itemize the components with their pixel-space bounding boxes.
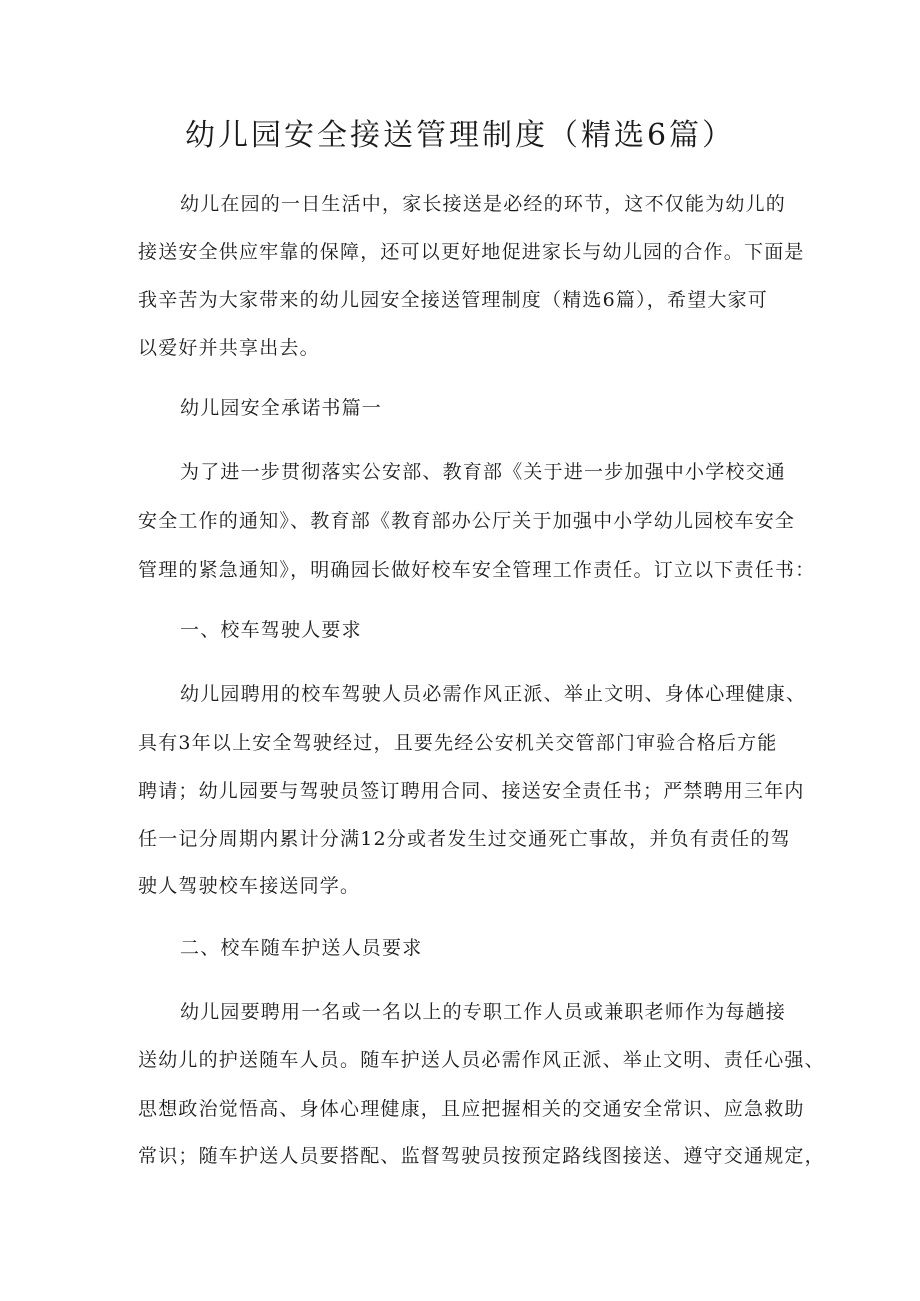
heading-escort-requirements: 二、校车随车护送人员要求 <box>180 937 423 959</box>
escort-para-line-4: 常识；随车护送人员要搭配、监督驾驶员按预定路线图接送、遵守交通规定， <box>138 1145 825 1167</box>
intro-line-1: 幼儿在园的一日生活中，家长接送是必经的环节，这不仅能为幼儿的 <box>180 193 787 215</box>
document-title: 幼儿园安全接送管理制度（精选6篇） <box>184 118 736 153</box>
escort-para-line-2: 送幼儿的护送随车人员。随车护送人员必需作风正派、举止文明、责任心强、 <box>138 1049 825 1071</box>
escort-para-line-3: 思想政治觉悟高、身体心理健康，且应把握相关的交通安全常识、应急救助 <box>138 1098 805 1120</box>
escort-para-line-1: 幼儿园要聘用一名或一名以上的专职工作人员或兼职老师作为每趟接 <box>180 1001 787 1023</box>
section-para-line-3: 管理的紧急通知》，明确园长做好校车安全管理工作责任。订立以下责任书： <box>138 559 816 581</box>
section-heading: 幼儿园安全承诺书篇一 <box>180 397 383 419</box>
driver-para-line-1: 幼儿园聘用的校车驾驶人员必需作风正派、举止文明、身体心理健康、 <box>180 683 807 705</box>
intro-line-2: 接送安全供应牢靠的保障，还可以更好地促进家长与幼儿园的合作。下面是 <box>138 241 805 263</box>
intro-line-4: 以爱好并共享出去。 <box>138 337 320 359</box>
section-para-line-1: 为了进一步贯彻落实公安部、教育部《关于进一步加强中小学校交通 <box>180 461 787 483</box>
driver-para-line-2: 具有3年以上安全驾驶经过，且要先经公安机关交管部门审验合格后方能 <box>138 732 778 754</box>
driver-para-line-4: 任一记分周期内累计分满12分或者发生过交通死亡事故，并负有责任的驾 <box>138 828 791 850</box>
heading-driver-requirements: 一、校车驾驶人要求 <box>180 619 362 641</box>
section-para-line-2: 安全工作的通知》、教育部《教育部办公厅关于加强中小学幼儿园校车安全 <box>138 510 796 532</box>
intro-line-3: 我辛苦为大家带来的幼儿园安全接送管理制度（精选6篇），希望大家可 <box>138 289 768 311</box>
driver-para-line-5: 驶人驾驶校车接送同学。 <box>138 875 361 897</box>
driver-para-line-3: 聘请；幼儿园要与驾驶员签订聘用合同、接送安全责任书；严禁聘用三年内 <box>138 780 805 802</box>
